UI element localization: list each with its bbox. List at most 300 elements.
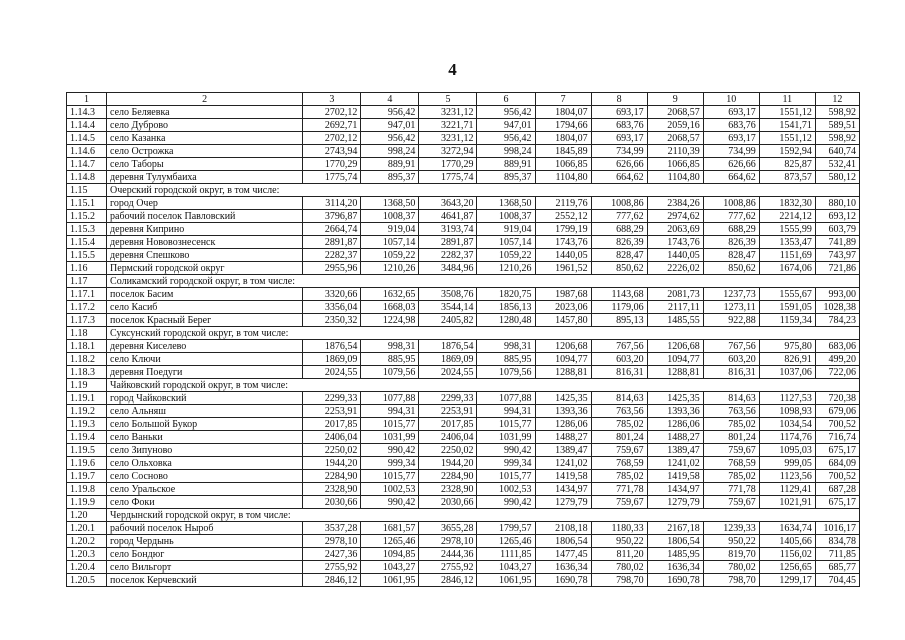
value-cell: 598,92 bbox=[815, 132, 859, 145]
table-row bbox=[67, 535, 860, 548]
value-cell: 767,56 bbox=[703, 340, 759, 353]
value-cell: 1037,06 bbox=[759, 366, 815, 379]
value-cell: 1174,76 bbox=[759, 431, 815, 444]
row-code: 1.20.4 bbox=[67, 561, 107, 574]
value-cell: 1405,66 bbox=[759, 535, 815, 548]
value-cell: 1143,68 bbox=[591, 288, 647, 301]
value-cell: 993,00 bbox=[815, 288, 859, 301]
row-code: 1.18.1 bbox=[67, 340, 107, 353]
value-cell: 2846,12 bbox=[303, 574, 361, 587]
value-cell: 1031,99 bbox=[361, 431, 419, 444]
value-cell: 771,78 bbox=[703, 483, 759, 496]
row-code: 1.20.5 bbox=[67, 574, 107, 587]
row-code: 1.19.4 bbox=[67, 431, 107, 444]
settlement-name: поселок Керчевский bbox=[107, 574, 303, 587]
value-cell: 683,76 bbox=[591, 119, 647, 132]
value-cell: 1008,37 bbox=[477, 210, 535, 223]
value-cell: 1541,71 bbox=[759, 119, 815, 132]
value-cell: 1636,34 bbox=[647, 561, 703, 574]
value-cell: 1094,85 bbox=[361, 548, 419, 561]
value-cell: 1775,74 bbox=[419, 171, 477, 184]
value-cell: 784,23 bbox=[815, 314, 859, 327]
table-row bbox=[67, 457, 860, 470]
table-row bbox=[67, 197, 860, 210]
table-row bbox=[67, 210, 860, 223]
value-cell: 532,41 bbox=[815, 158, 859, 171]
value-cell: 721,86 bbox=[815, 262, 859, 275]
value-cell: 1206,68 bbox=[535, 340, 591, 353]
value-cell: 998,31 bbox=[361, 340, 419, 353]
value-cell: 1111,85 bbox=[477, 548, 535, 561]
value-cell: 675,17 bbox=[815, 496, 859, 509]
value-cell: 1876,54 bbox=[419, 340, 477, 353]
value-cell: 1265,46 bbox=[477, 535, 535, 548]
row-code: 1.20.1 bbox=[67, 522, 107, 535]
value-cell: 2250,02 bbox=[419, 444, 477, 457]
value-cell: 1681,57 bbox=[361, 522, 419, 535]
value-cell: 768,59 bbox=[703, 457, 759, 470]
value-cell: 3272,94 bbox=[419, 145, 477, 158]
settlement-name: деревня Киприно bbox=[107, 223, 303, 236]
column-header: 7 bbox=[535, 93, 591, 106]
settlement-name: село Уральское bbox=[107, 483, 303, 496]
settlement-name: село Ольховка bbox=[107, 457, 303, 470]
value-cell: 1156,02 bbox=[759, 548, 815, 561]
row-code: 1.15.2 bbox=[67, 210, 107, 223]
row-code: 1.18.2 bbox=[67, 353, 107, 366]
row-code: 1.17 bbox=[67, 275, 107, 288]
settlement-name: рабочий поселок Ныроб bbox=[107, 522, 303, 535]
settlement-name: село Дуброво bbox=[107, 119, 303, 132]
value-cell: 1043,27 bbox=[477, 561, 535, 574]
table-row bbox=[67, 574, 860, 587]
value-cell: 801,24 bbox=[703, 431, 759, 444]
value-cell: 819,70 bbox=[703, 548, 759, 561]
value-cell: 693,17 bbox=[591, 132, 647, 145]
value-cell: 3484,96 bbox=[419, 262, 477, 275]
value-cell: 798,70 bbox=[591, 574, 647, 587]
value-cell: 956,42 bbox=[361, 106, 419, 119]
value-cell: 1057,14 bbox=[361, 236, 419, 249]
section-header-row bbox=[67, 184, 860, 197]
value-cell: 1770,29 bbox=[303, 158, 361, 171]
value-cell: 2117,11 bbox=[647, 301, 703, 314]
value-cell: 1241,02 bbox=[535, 457, 591, 470]
value-cell: 885,95 bbox=[361, 353, 419, 366]
row-code: 1.19.9 bbox=[67, 496, 107, 509]
settlement-name: село Вильгорт bbox=[107, 561, 303, 574]
value-cell: 1021,91 bbox=[759, 496, 815, 509]
value-cell: 785,02 bbox=[703, 470, 759, 483]
value-cell: 1674,06 bbox=[759, 262, 815, 275]
value-cell: 1079,56 bbox=[477, 366, 535, 379]
value-cell: 3221,71 bbox=[419, 119, 477, 132]
value-cell: 1799,57 bbox=[477, 522, 535, 535]
table-body bbox=[67, 106, 860, 587]
value-cell: 1129,41 bbox=[759, 483, 815, 496]
table-row bbox=[67, 353, 860, 366]
value-cell: 1419,58 bbox=[535, 470, 591, 483]
value-cell: 1104,80 bbox=[535, 171, 591, 184]
value-cell: 1061,95 bbox=[361, 574, 419, 587]
row-code: 1.20 bbox=[67, 509, 107, 522]
value-cell: 1368,50 bbox=[477, 197, 535, 210]
value-cell: 1419,58 bbox=[647, 470, 703, 483]
value-cell: 2978,10 bbox=[303, 535, 361, 548]
value-cell: 780,02 bbox=[703, 561, 759, 574]
value-cell: 1393,36 bbox=[535, 405, 591, 418]
value-cell: 2253,91 bbox=[419, 405, 477, 418]
value-cell: 675,17 bbox=[815, 444, 859, 457]
value-cell: 1389,47 bbox=[647, 444, 703, 457]
section-header-row bbox=[67, 275, 860, 288]
table-row bbox=[67, 145, 860, 158]
value-cell: 4641,87 bbox=[419, 210, 477, 223]
value-cell: 1031,99 bbox=[477, 431, 535, 444]
row-code: 1.19.8 bbox=[67, 483, 107, 496]
value-cell: 743,97 bbox=[815, 249, 859, 262]
value-cell: 1804,07 bbox=[535, 132, 591, 145]
value-cell: 1690,78 bbox=[647, 574, 703, 587]
value-cell: 1457,80 bbox=[535, 314, 591, 327]
column-header: 10 bbox=[703, 93, 759, 106]
value-cell: 2891,87 bbox=[419, 236, 477, 249]
table-row bbox=[67, 548, 860, 561]
settlement-name: рабочий поселок Павловский bbox=[107, 210, 303, 223]
value-cell: 759,67 bbox=[703, 444, 759, 457]
value-cell: 1690,78 bbox=[535, 574, 591, 587]
settlement-name: деревня Нововознесенск bbox=[107, 236, 303, 249]
row-code: 1.14.4 bbox=[67, 119, 107, 132]
row-code: 1.17.2 bbox=[67, 301, 107, 314]
value-cell: 1028,38 bbox=[815, 301, 859, 314]
settlement-name: город Чайковский bbox=[107, 392, 303, 405]
value-cell: 1485,55 bbox=[647, 314, 703, 327]
column-header: 3 bbox=[303, 93, 361, 106]
value-cell: 2282,37 bbox=[419, 249, 477, 262]
section-title: Чайковский городской округ, в том числе: bbox=[107, 379, 860, 392]
value-cell: 2692,71 bbox=[303, 119, 361, 132]
value-cell: 2068,57 bbox=[647, 106, 703, 119]
value-cell: 1094,77 bbox=[647, 353, 703, 366]
value-cell: 950,22 bbox=[591, 535, 647, 548]
value-cell: 2444,36 bbox=[419, 548, 477, 561]
table-row bbox=[67, 405, 860, 418]
value-cell: 1077,88 bbox=[361, 392, 419, 405]
value-cell: 919,04 bbox=[477, 223, 535, 236]
row-code: 1.14.6 bbox=[67, 145, 107, 158]
value-cell: 2059,16 bbox=[647, 119, 703, 132]
value-cell: 828,47 bbox=[591, 249, 647, 262]
value-cell: 2755,92 bbox=[419, 561, 477, 574]
value-cell: 2978,10 bbox=[419, 535, 477, 548]
value-cell: 1008,37 bbox=[361, 210, 419, 223]
column-header-row bbox=[67, 93, 860, 106]
value-cell: 2664,74 bbox=[303, 223, 361, 236]
value-cell: 2405,82 bbox=[419, 314, 477, 327]
tariff-table bbox=[66, 92, 860, 587]
settlement-name: село Таборы bbox=[107, 158, 303, 171]
value-cell: 1668,03 bbox=[361, 301, 419, 314]
value-cell: 1770,29 bbox=[419, 158, 477, 171]
value-cell: 2081,73 bbox=[647, 288, 703, 301]
row-code: 1.18.3 bbox=[67, 366, 107, 379]
value-cell: 1634,74 bbox=[759, 522, 815, 535]
table-row bbox=[67, 262, 860, 275]
value-cell: 1159,34 bbox=[759, 314, 815, 327]
table-row bbox=[67, 301, 860, 314]
value-cell: 767,56 bbox=[591, 340, 647, 353]
row-code: 1.16 bbox=[67, 262, 107, 275]
row-code: 1.15.1 bbox=[67, 197, 107, 210]
value-cell: 2284,90 bbox=[419, 470, 477, 483]
value-cell: 785,02 bbox=[703, 418, 759, 431]
value-cell: 1002,53 bbox=[477, 483, 535, 496]
value-cell: 998,24 bbox=[477, 145, 535, 158]
value-cell: 2299,33 bbox=[303, 392, 361, 405]
value-cell: 1279,79 bbox=[647, 496, 703, 509]
value-cell: 683,76 bbox=[703, 119, 759, 132]
value-cell: 1179,06 bbox=[591, 301, 647, 314]
value-cell: 826,91 bbox=[759, 353, 815, 366]
table-row bbox=[67, 249, 860, 262]
value-cell: 640,74 bbox=[815, 145, 859, 158]
value-cell: 2068,57 bbox=[647, 132, 703, 145]
value-cell: 664,62 bbox=[703, 171, 759, 184]
value-cell: 1743,76 bbox=[535, 236, 591, 249]
value-cell: 693,17 bbox=[703, 106, 759, 119]
value-cell: 3655,28 bbox=[419, 522, 477, 535]
value-cell: 1016,17 bbox=[815, 522, 859, 535]
column-header: 5 bbox=[419, 93, 477, 106]
value-cell: 3537,28 bbox=[303, 522, 361, 535]
value-cell: 720,38 bbox=[815, 392, 859, 405]
table-row bbox=[67, 106, 860, 119]
row-code: 1.19.6 bbox=[67, 457, 107, 470]
row-code: 1.19.2 bbox=[67, 405, 107, 418]
value-cell: 2328,90 bbox=[303, 483, 361, 496]
value-cell: 598,92 bbox=[815, 106, 859, 119]
value-cell: 2350,32 bbox=[303, 314, 361, 327]
value-cell: 947,01 bbox=[361, 119, 419, 132]
value-cell: 1059,22 bbox=[477, 249, 535, 262]
table-row bbox=[67, 236, 860, 249]
value-cell: 990,42 bbox=[477, 496, 535, 509]
value-cell: 683,06 bbox=[815, 340, 859, 353]
value-cell: 2406,04 bbox=[303, 431, 361, 444]
settlement-name: деревня Спешково bbox=[107, 249, 303, 262]
column-header: 4 bbox=[361, 93, 419, 106]
value-cell: 1256,65 bbox=[759, 561, 815, 574]
row-code: 1.18 bbox=[67, 327, 107, 340]
table-row bbox=[67, 158, 860, 171]
value-cell: 1806,54 bbox=[535, 535, 591, 548]
value-cell: 895,37 bbox=[477, 171, 535, 184]
settlement-name: село Острожка bbox=[107, 145, 303, 158]
value-cell: 2108,18 bbox=[535, 522, 591, 535]
value-cell: 826,39 bbox=[703, 236, 759, 249]
value-cell: 994,31 bbox=[477, 405, 535, 418]
value-cell: 1066,85 bbox=[647, 158, 703, 171]
row-code: 1.19.5 bbox=[67, 444, 107, 457]
value-cell: 1551,12 bbox=[759, 132, 815, 145]
value-cell: 1015,77 bbox=[361, 470, 419, 483]
value-cell: 2284,90 bbox=[303, 470, 361, 483]
value-cell: 2250,02 bbox=[303, 444, 361, 457]
settlement-name: село Бондюг bbox=[107, 548, 303, 561]
value-cell: 950,22 bbox=[703, 535, 759, 548]
settlement-name: село Казанка bbox=[107, 132, 303, 145]
value-cell: 785,02 bbox=[591, 470, 647, 483]
column-header: 8 bbox=[591, 93, 647, 106]
value-cell: 763,56 bbox=[703, 405, 759, 418]
value-cell: 693,17 bbox=[591, 106, 647, 119]
column-header: 6 bbox=[477, 93, 535, 106]
value-cell: 2017,85 bbox=[419, 418, 477, 431]
column-header: 12 bbox=[815, 93, 859, 106]
value-cell: 3231,12 bbox=[419, 106, 477, 119]
section-title: Очерский городской округ, в том числе: bbox=[107, 184, 860, 197]
column-header: 2 bbox=[107, 93, 303, 106]
value-cell: 3231,12 bbox=[419, 132, 477, 145]
value-cell: 1015,77 bbox=[477, 418, 535, 431]
value-cell: 1799,19 bbox=[535, 223, 591, 236]
value-cell: 1034,54 bbox=[759, 418, 815, 431]
table-row bbox=[67, 223, 860, 236]
value-cell: 734,99 bbox=[591, 145, 647, 158]
value-cell: 956,42 bbox=[361, 132, 419, 145]
value-cell: 1151,69 bbox=[759, 249, 815, 262]
value-cell: 1393,36 bbox=[647, 405, 703, 418]
value-cell: 1066,85 bbox=[535, 158, 591, 171]
value-cell: 816,31 bbox=[703, 366, 759, 379]
value-cell: 1845,89 bbox=[535, 145, 591, 158]
settlement-name: село Ваньки bbox=[107, 431, 303, 444]
section-header-row bbox=[67, 379, 860, 392]
row-code: 1.14.8 bbox=[67, 171, 107, 184]
value-cell: 3643,20 bbox=[419, 197, 477, 210]
value-cell: 2891,87 bbox=[303, 236, 361, 249]
value-cell: 1008,86 bbox=[591, 197, 647, 210]
row-code: 1.19 bbox=[67, 379, 107, 392]
value-cell: 679,06 bbox=[815, 405, 859, 418]
value-cell: 1224,98 bbox=[361, 314, 419, 327]
value-cell: 664,62 bbox=[591, 171, 647, 184]
value-cell: 1832,30 bbox=[759, 197, 815, 210]
value-cell: 3193,74 bbox=[419, 223, 477, 236]
value-cell: 626,66 bbox=[703, 158, 759, 171]
value-cell: 771,78 bbox=[591, 483, 647, 496]
value-cell: 3544,14 bbox=[419, 301, 477, 314]
value-cell: 777,62 bbox=[591, 210, 647, 223]
value-cell: 1127,53 bbox=[759, 392, 815, 405]
value-cell: 975,80 bbox=[759, 340, 815, 353]
value-cell: 687,28 bbox=[815, 483, 859, 496]
row-code: 1.19.3 bbox=[67, 418, 107, 431]
value-cell: 1094,77 bbox=[535, 353, 591, 366]
value-cell: 1002,53 bbox=[361, 483, 419, 496]
settlement-name: село Касиб bbox=[107, 301, 303, 314]
value-cell: 3508,76 bbox=[419, 288, 477, 301]
value-cell: 1869,09 bbox=[303, 353, 361, 366]
value-cell: 1095,03 bbox=[759, 444, 815, 457]
value-cell: 499,20 bbox=[815, 353, 859, 366]
value-cell: 759,67 bbox=[591, 444, 647, 457]
value-cell: 2755,92 bbox=[303, 561, 361, 574]
value-cell: 777,62 bbox=[703, 210, 759, 223]
value-cell: 1425,35 bbox=[647, 392, 703, 405]
value-cell: 1794,66 bbox=[535, 119, 591, 132]
value-cell: 828,47 bbox=[703, 249, 759, 262]
value-cell: 2552,12 bbox=[535, 210, 591, 223]
value-cell: 2406,04 bbox=[419, 431, 477, 444]
value-cell: 998,24 bbox=[361, 145, 419, 158]
value-cell: 1059,22 bbox=[361, 249, 419, 262]
value-cell: 2328,90 bbox=[419, 483, 477, 496]
settlement-name: село Зипуново bbox=[107, 444, 303, 457]
settlement-name: поселок Басим bbox=[107, 288, 303, 301]
value-cell: 1488,27 bbox=[535, 431, 591, 444]
value-cell: 850,62 bbox=[591, 262, 647, 275]
table-row bbox=[67, 171, 860, 184]
row-code: 1.15.4 bbox=[67, 236, 107, 249]
value-cell: 825,87 bbox=[759, 158, 815, 171]
value-cell: 693,17 bbox=[703, 132, 759, 145]
value-cell: 1180,33 bbox=[591, 522, 647, 535]
value-cell: 956,42 bbox=[477, 132, 535, 145]
value-cell: 2846,12 bbox=[419, 574, 477, 587]
value-cell: 1280,48 bbox=[477, 314, 535, 327]
value-cell: 2214,12 bbox=[759, 210, 815, 223]
value-cell: 1239,33 bbox=[703, 522, 759, 535]
value-cell: 1057,14 bbox=[477, 236, 535, 249]
value-cell: 700,52 bbox=[815, 470, 859, 483]
section-header-row bbox=[67, 509, 860, 522]
settlement-name: Пермский городской округ bbox=[107, 262, 303, 275]
value-cell: 2030,66 bbox=[419, 496, 477, 509]
value-cell: 2427,36 bbox=[303, 548, 361, 561]
settlement-name: село Сосново bbox=[107, 470, 303, 483]
row-code: 1.15 bbox=[67, 184, 107, 197]
value-cell: 2024,55 bbox=[419, 366, 477, 379]
value-cell: 1806,54 bbox=[647, 535, 703, 548]
settlement-name: село Фоки bbox=[107, 496, 303, 509]
settlement-name: город Чердынь bbox=[107, 535, 303, 548]
value-cell: 2974,62 bbox=[647, 210, 703, 223]
value-cell: 1804,07 bbox=[535, 106, 591, 119]
column-header: 9 bbox=[647, 93, 703, 106]
table-row bbox=[67, 132, 860, 145]
table-row bbox=[67, 314, 860, 327]
value-cell: 626,66 bbox=[591, 158, 647, 171]
value-cell: 1279,79 bbox=[535, 496, 591, 509]
value-cell: 1876,54 bbox=[303, 340, 361, 353]
value-cell: 763,56 bbox=[591, 405, 647, 418]
value-cell: 999,34 bbox=[477, 457, 535, 470]
value-cell: 816,31 bbox=[591, 366, 647, 379]
value-cell: 3320,66 bbox=[303, 288, 361, 301]
value-cell: 1440,05 bbox=[647, 249, 703, 262]
column-header: 1 bbox=[67, 93, 107, 106]
row-code: 1.14.5 bbox=[67, 132, 107, 145]
value-cell: 895,37 bbox=[361, 171, 419, 184]
value-cell: 2702,12 bbox=[303, 106, 361, 119]
section-title: Соликамский городской округ, в том числе: bbox=[107, 275, 860, 288]
value-cell: 1288,81 bbox=[535, 366, 591, 379]
value-cell: 1286,06 bbox=[647, 418, 703, 431]
value-cell: 1636,34 bbox=[535, 561, 591, 574]
value-cell: 889,91 bbox=[361, 158, 419, 171]
